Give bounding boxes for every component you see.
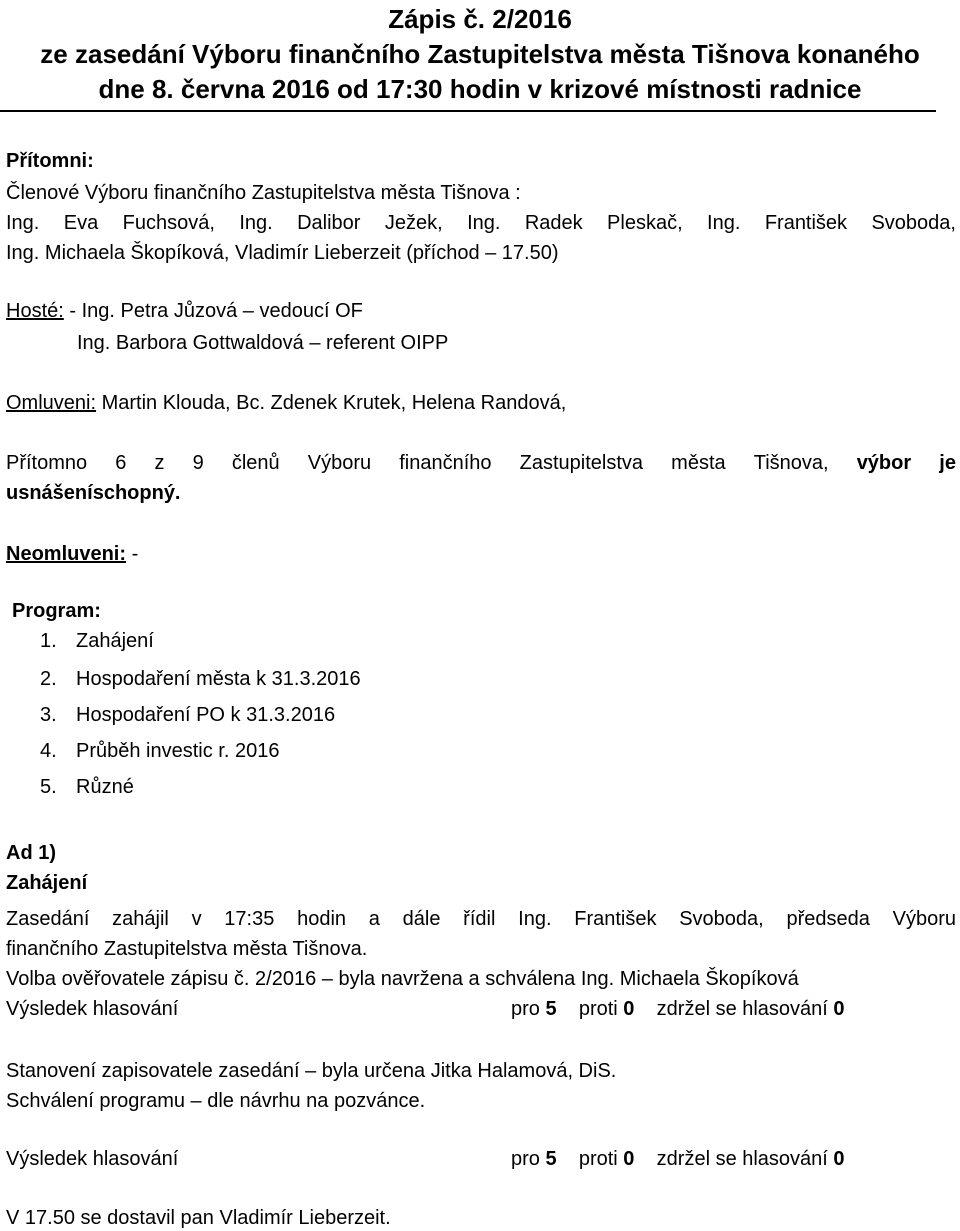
program-item bbox=[40, 774, 134, 800]
vote-label: Výsledek hlasování bbox=[6, 1148, 179, 1170]
program-item bbox=[40, 666, 361, 692]
program-item-number: 1. bbox=[40, 630, 57, 652]
program-item-label: Průběh investic r. 2016 bbox=[76, 740, 280, 762]
word: města bbox=[671, 452, 726, 474]
word: řídil bbox=[463, 908, 496, 930]
program-item-label: Hospodaření města k 31.3.2016 bbox=[76, 668, 361, 690]
vote-result-1 bbox=[6, 996, 906, 1022]
word: a bbox=[368, 908, 380, 930]
program-item-number: 3. bbox=[40, 704, 57, 726]
word: Výboru bbox=[307, 452, 372, 474]
vote-against-label: proti bbox=[578, 1148, 618, 1170]
document-subtitle-line1: ze zasedání Výboru finančního Zastupitelstva města Tišnova konaného bbox=[40, 39, 920, 69]
vote-pro-count: 5 bbox=[545, 1148, 557, 1170]
program-approval-line: Schválení programu – dle návrhu na pozvánce. bbox=[6, 1090, 426, 1112]
vote-counts bbox=[511, 1146, 845, 1172]
vote-abstain-label: zdržel se hlasování bbox=[656, 1148, 828, 1170]
program-item-number: 2. bbox=[40, 668, 57, 690]
vote-pro-label: pro bbox=[511, 998, 540, 1020]
program-item-number: 5. bbox=[40, 776, 57, 798]
members-line2: Ing. Michaela Škopíková, Vladimír Lieberzeit (příchod – 17.50) bbox=[6, 242, 559, 264]
vote-counts bbox=[511, 996, 845, 1022]
program-item bbox=[40, 702, 335, 728]
vote-abstain-count: 0 bbox=[833, 998, 845, 1020]
vote-label: Výsledek hlasování bbox=[6, 998, 179, 1020]
excused-label: Omluveni: bbox=[6, 392, 97, 414]
program-item-number: 4. bbox=[40, 740, 57, 762]
word: František bbox=[574, 908, 657, 930]
word: Pleskač, bbox=[607, 212, 683, 234]
guests-label: Hosté: bbox=[6, 300, 64, 322]
word: Ježek, bbox=[384, 212, 443, 234]
word: Svoboda, bbox=[679, 908, 764, 930]
word: Ing. bbox=[707, 212, 741, 234]
program-item bbox=[40, 628, 154, 654]
vote-pro-label: pro bbox=[511, 1148, 540, 1170]
word: výbor bbox=[856, 452, 912, 474]
word: je bbox=[939, 452, 956, 474]
vote-against-count: 0 bbox=[623, 998, 635, 1020]
word: Výboru bbox=[892, 908, 956, 930]
word: František bbox=[764, 212, 848, 234]
program-item-label: Zahájení bbox=[76, 630, 154, 652]
vote-abstain-label: zdržel se hlasování bbox=[656, 998, 828, 1020]
vote-result-2 bbox=[6, 1146, 906, 1172]
word: Fuchsová, bbox=[122, 212, 215, 234]
quorum-line2: usnášeníschopný. bbox=[6, 482, 181, 504]
word: Svoboda, bbox=[871, 212, 956, 234]
guest-2: Ing. Barbora Gottwaldová – referent OIPP bbox=[77, 332, 449, 354]
word: v bbox=[191, 908, 202, 930]
word: Radek bbox=[524, 212, 583, 234]
recorder-line: Stanovení zapisovatele zasedání – byla určena Jitka Halamová, DiS. bbox=[6, 1060, 617, 1082]
section-ad: Ad 1) bbox=[6, 842, 56, 864]
arrival-line: V 17.50 se dostavil pan Vladimír Lieberzeit. bbox=[6, 1207, 391, 1229]
unexcused-label: Neomluveni: bbox=[6, 543, 127, 565]
word: Dalibor bbox=[297, 212, 361, 234]
opening-line1 bbox=[6, 906, 956, 932]
program-heading: Program: bbox=[12, 600, 101, 622]
word: 9 bbox=[192, 452, 204, 474]
guest-1: - Ing. Petra Jůzová – vedoucí OF bbox=[63, 300, 363, 322]
section-heading: Zahájení bbox=[6, 872, 88, 894]
word: Tišnova, bbox=[753, 452, 829, 474]
word: Ing. bbox=[467, 212, 501, 234]
unexcused-value: - bbox=[126, 543, 139, 565]
title-divider bbox=[0, 110, 936, 112]
program-item-label: Hospodaření PO k 31.3.2016 bbox=[76, 704, 336, 726]
vote-against-count: 0 bbox=[623, 1148, 635, 1170]
word: předseda bbox=[786, 908, 870, 930]
members-intro: Členové Výboru finančního Zastupitelstva města Tišnova : bbox=[6, 182, 521, 204]
vote-against-label: proti bbox=[578, 998, 618, 1020]
opening-line2: finančního Zastupitelstva města Tišnova. bbox=[6, 938, 368, 960]
members-line1 bbox=[6, 210, 956, 236]
word: Ing. bbox=[518, 908, 552, 930]
guests-line1 bbox=[6, 298, 363, 324]
word: Ing. bbox=[6, 212, 40, 234]
word: z bbox=[154, 452, 165, 474]
document-subtitle-line2: dne 8. června 2016 od 17:30 hodin v krizové místnosti radnice bbox=[98, 74, 862, 104]
program-item bbox=[40, 738, 279, 764]
word: členů bbox=[231, 452, 280, 474]
word: Zastupitelstva bbox=[519, 452, 644, 474]
word: zahájil bbox=[112, 908, 169, 930]
word: Zasedání bbox=[6, 908, 90, 930]
verifier-line: Volba ověřovatele zápisu č. 2/2016 – byla navržena a schválena Ing. Michaela Škopíková bbox=[6, 968, 799, 990]
word: finančního bbox=[399, 452, 492, 474]
word: Přítomno bbox=[6, 452, 88, 474]
excused-names: Martin Klouda, Bc. Zdenek Krutek, Helena Randová, bbox=[96, 392, 567, 414]
word: Ing. bbox=[239, 212, 273, 234]
quorum-line1 bbox=[6, 450, 956, 476]
word: Eva bbox=[63, 212, 99, 234]
present-heading: Přítomni: bbox=[6, 150, 94, 172]
vote-abstain-count: 0 bbox=[833, 1148, 845, 1170]
word: 6 bbox=[115, 452, 127, 474]
excused-line bbox=[6, 390, 566, 416]
program-item-label: Různé bbox=[76, 776, 134, 798]
vote-pro-count: 5 bbox=[545, 998, 557, 1020]
unexcused-line bbox=[6, 541, 138, 567]
word: hodin bbox=[297, 908, 347, 930]
word: 17:35 bbox=[224, 908, 275, 930]
document-title: Zápis č. 2/2016 bbox=[388, 4, 572, 34]
word: dále bbox=[402, 908, 441, 930]
